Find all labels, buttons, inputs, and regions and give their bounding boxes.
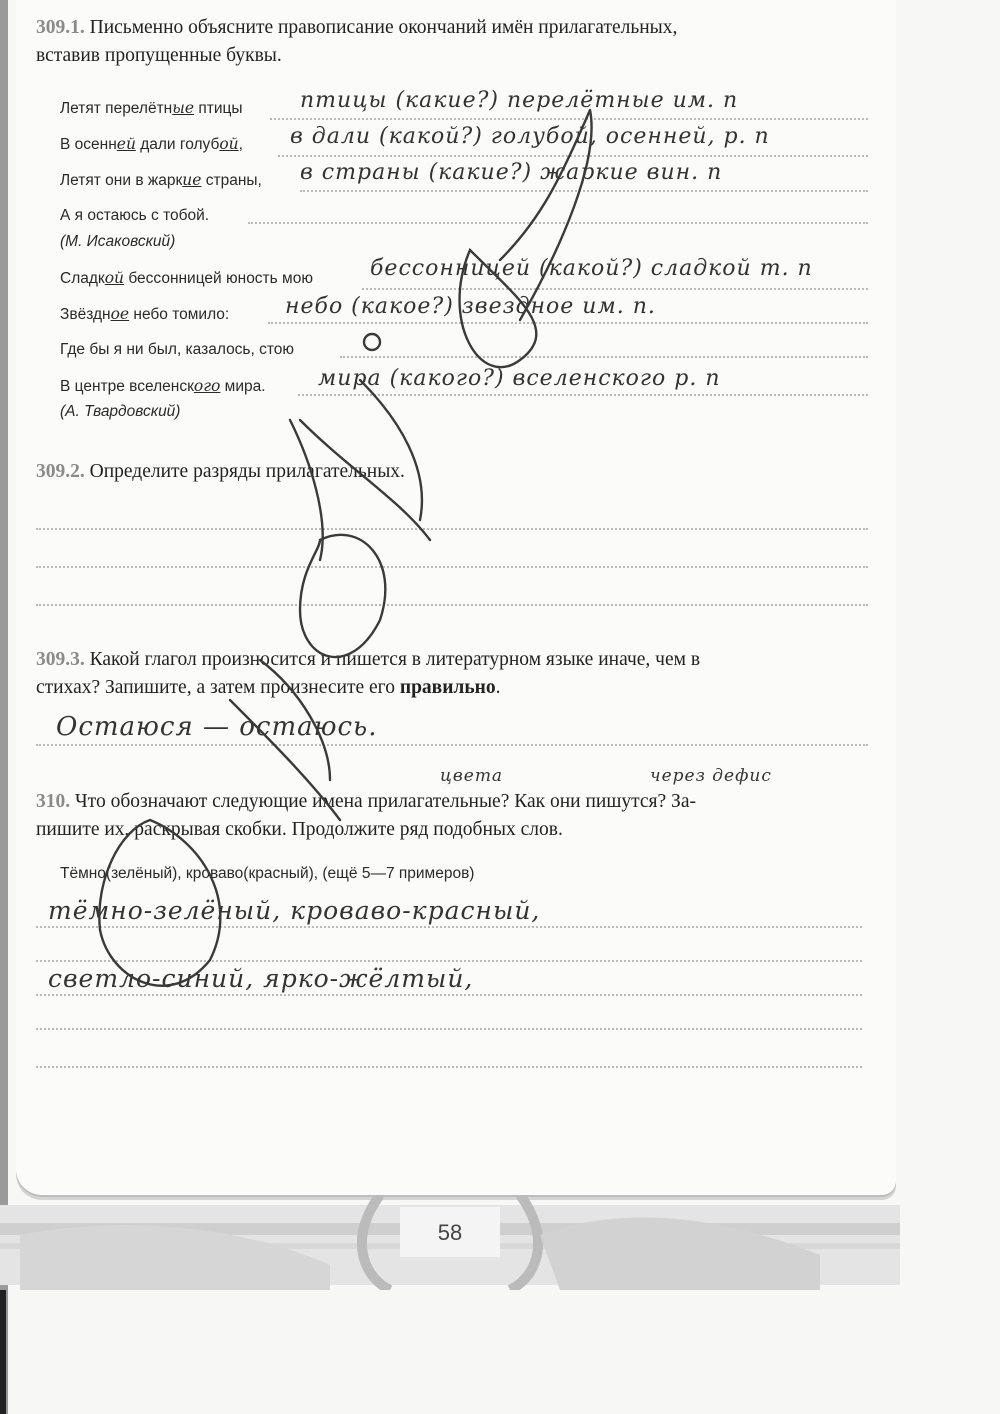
handwritten-answer: светло-синий, ярко-жёлтый, xyxy=(48,964,474,993)
poem-author: (М. Исаковский) xyxy=(60,233,176,250)
task-text: Что обозначают следующие имена прилагательные? Как они пишутся? За- xyxy=(75,791,696,812)
task-number: 310. xyxy=(36,791,71,812)
handwritten-answer: в страны (какие?) жаркие вин. п xyxy=(300,160,723,185)
handwritten-answer: Остаюся — остаюсь. xyxy=(56,712,378,742)
task-text: Определите разряды прилагательных. xyxy=(89,461,405,482)
task-text: стихах? Запишите, а затем произнесите его xyxy=(36,677,400,698)
poem-line-7: Где бы я ни был, казалось, стою xyxy=(60,341,295,358)
handwritten-answer: небо (какое?) звездное им. п. xyxy=(285,294,656,319)
handwritten-answer: в дали (какой?) голубой, осенней, р. п xyxy=(290,124,770,149)
task-text: Какой глагол произносится и пишется в литературном языке иначе, чем в xyxy=(89,649,701,670)
poem-line-6: Звёздное небо томило: xyxy=(60,305,230,323)
page-number: 58 xyxy=(437,1220,463,1245)
task-number: 309.2. xyxy=(36,461,85,482)
handwritten-answer: мира (какого?) вселенского р. п xyxy=(318,366,721,391)
handwritten-note: через дефис xyxy=(650,766,772,786)
handwritten-answer: бессонницей (какой?) сладкой т. п xyxy=(370,256,813,281)
poem-line-2: В осенней дали голубой, xyxy=(60,135,243,153)
watermark-strokes xyxy=(99,110,591,986)
poem-line-4: А я остаюсь с тобой. xyxy=(60,207,210,224)
example-line: Тёмно(зелёный), кроваво(красный), (ещё 5—7 примеров) xyxy=(60,865,475,882)
poem-line-8: В центре вселенского мира. xyxy=(60,377,266,395)
poem-line-5: Сладкой бессонницей юность мою xyxy=(60,269,313,287)
task-text: Письменно объясните правописание окончаний имён прилагательных, xyxy=(89,17,678,38)
task-text-bold: правильно xyxy=(399,677,496,698)
poem-line-1: Летят перелётные птицы xyxy=(60,99,243,117)
handwritten-note: цвета xyxy=(440,766,504,786)
handwritten-answer: птицы (какие?) перелётные им. п xyxy=(300,88,739,113)
handwritten-answer: тёмно-зелёный, кроваво-красный, xyxy=(48,896,541,925)
task-text: пишите их, раскрывая скобки. Продолжите ряд подобных слов. xyxy=(36,819,563,840)
task-number: 309.1. xyxy=(36,17,85,38)
task-number: 309.3. xyxy=(36,649,85,670)
task-309-3-title: 309.3. Какой глагол произносится и пишется в литературном языке иначе, чем в стихах? Запишите, а затем произнесите его правильно. xyxy=(36,649,701,698)
task-text: вставив пропущенные буквы. xyxy=(36,45,282,66)
poem-author: (А. Твардовский) xyxy=(60,403,181,420)
poem-line-3: Летят они в жаркие страны, xyxy=(60,171,262,189)
